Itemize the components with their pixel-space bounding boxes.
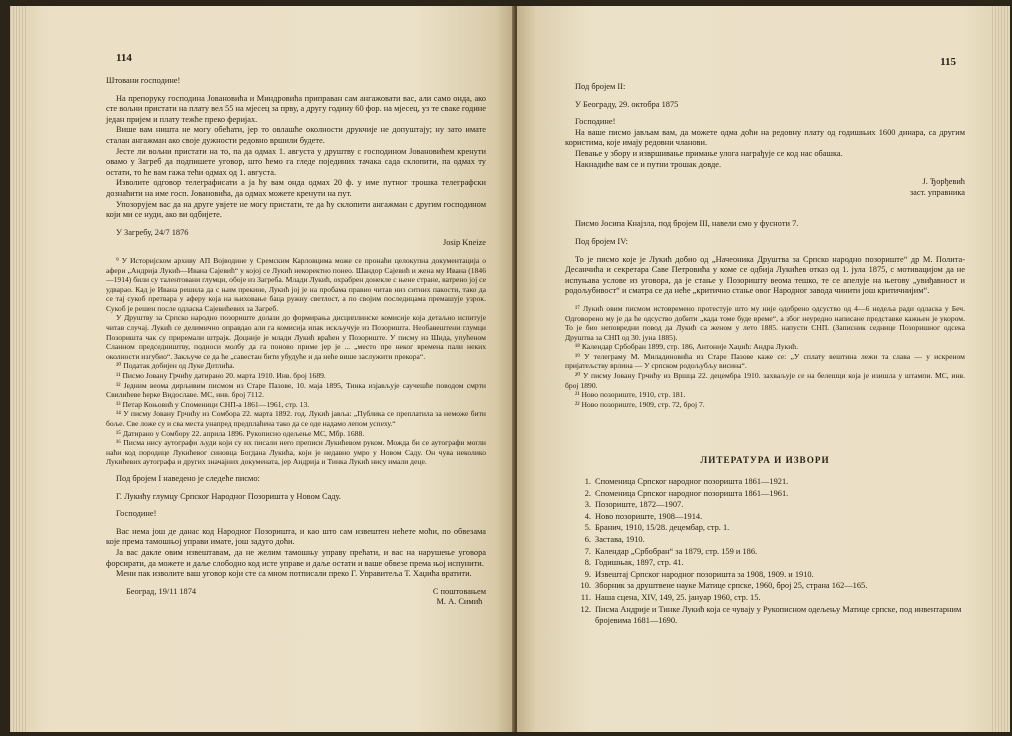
literature-list — [565, 476, 965, 627]
literature-item-text: Застава, 1910. — [595, 535, 645, 544]
literature-item — [565, 476, 965, 488]
footnote: ²¹ Ново позориште, 1910, стр. 181. — [575, 390, 686, 400]
salutation: Штовани господине! — [106, 76, 181, 85]
literature-item — [565, 534, 965, 546]
right-page — [517, 6, 1010, 732]
literature-item-text: Извештај Српског народног позоришта за 1908, 1909. и 1910. — [595, 569, 814, 579]
literature-item-number: 3. — [584, 500, 591, 510]
footnote: ¹⁹ У телеграму М. Миладиновића из Старе Пазове каже се: „У сплату вештина лежи та слава — у искреном пријатељству врлина — У српском родољубљу висина“. — [565, 351, 965, 371]
salutation: Господине! — [575, 117, 616, 127]
literature-item-text: Позориште, 1872—1907. — [595, 500, 684, 510]
literature-item — [565, 511, 965, 523]
literature-item-text: Бранич, 1910, 15/28. децембар, стр. 1. — [595, 523, 730, 533]
closing — [433, 587, 486, 608]
footnote: У Друштву за Српско народно позориште долази до формирања дисциплинске комисије која детаљно испитује читав случај. Лукић се делимично оправдао али га комисија ипак искључује из Позоришта. Необавештени глумци Позоришта чак су приремали штрајк. Доцније је млади Лукић враћен у Позориште. У писму из Шида, упућеном Сланном председништву, подноси молбу да га поново приме јер је ... „место пре неког времена пали неких околности изгубио“. Закључе се да ће „савестан бити убудуће и да неће више заслужити прекора“. — [106, 313, 486, 361]
section-heading: Под бројем IV: — [575, 236, 628, 246]
signature-title: заст. управника — [909, 187, 965, 197]
letter-paragraph: Ја вас дакле овим извештавам, да не желим тамошњу управу прећати, и вас на нарушење уговора форсирати, да можете и даље слободно код исте управе и даље остати и ваше обвезе према њој испунити. — [106, 547, 486, 568]
place-date: Београд, 19/11 1874 — [126, 586, 197, 596]
note: Писмо Јосипа Кнајзла, под бројем III, навели смо у фуснoти 7. — [575, 219, 799, 229]
letter-paragraph: Јесте ли вољни пристати на то, па да одмах 1. августа у друштву с господином Јовановићем кренути овамо у Загреб да подпишете уговор, што ћемо га гледе појединих тачака сада склопити, па одмах ту остати, то ће вам гажа тећи одмах од 1. августа. — [106, 146, 486, 177]
right-page-text — [565, 82, 965, 627]
footnote: ¹⁴ У писму Јовану Грчићу из Сомбора 22. марта 1892. год. Лукић јавља: „Публика се преплатила за неможе бити боље. Све ложе су и сва места унапред предплаћена тако да се оде надамо лепом успеху.“ — [106, 409, 486, 428]
second-letter-footer — [106, 587, 486, 608]
open-book — [10, 6, 1010, 732]
footnote: ¹⁵ Датирано у Сомбору 22. априла 1896. Рукописно одељење МС, Мбр. 1688. — [116, 428, 365, 438]
literature-item — [565, 580, 965, 592]
left-page-text — [106, 76, 486, 608]
footnote: ²² Ново позориште, 1909, стр. 72, број 7. — [575, 399, 705, 409]
page-edges — [10, 6, 28, 732]
letter-paragraph: Упозорујем вас да на друге увјете не могу пристати, те да ћу склопити ангажман с другим господином који ми се нуди, ако ви одбијете. — [106, 199, 486, 220]
place-date: У Београду, 29. октобра 1875 — [575, 99, 679, 109]
literature-item — [565, 557, 965, 569]
literature-item-number: 12. — [580, 604, 591, 614]
literature-item-text: Зборник за друштвене науке Матице српске, 1960, број 25, страна 162—165. — [595, 581, 868, 591]
footnote: ¹² Једним веома дирљивим писмом из Старе Пазове, 10. маја 1895, Тинка изјављује саучешће поводом смрти Свилићеве ћерке Видославе. МС, инв. број 7112. — [106, 380, 486, 400]
footnote: ¹⁷ Лукић овим писмом истовремено протестује што му није одобрено одсуство од 4—6 недеља ради одласка у Беч. Одговорено му је да ће одсуство добити „када томе буде време“, а због неуредно написане представке кажњен је укором. То је био неповредни повод да Лукић са женом у лето 1885. напусти СНП. (Записник седнице Позоришног одсека Друштва за СНП од 30. јуна 1885). — [565, 303, 965, 342]
page-number: 114 — [116, 52, 132, 64]
footnote: ¹⁰ Податак добијен од Луке Дотлића. — [116, 361, 235, 371]
letter-paragraph: На препоруку господина Јовановића и Миндровића приправан сам ангажовати вас, али само онда, ако сте вољни пристати на плату вел 55 на мјесец за прву, а другу годину 60 фор. на мјесец, уз те сваке године један пријем и плату тежће преко феријах. — [106, 93, 486, 124]
literature-item-number: 11. — [580, 592, 591, 602]
footnote: ¹⁶ Писма нису аутографи људи који су их писали него преписи Лукићевом руком. Можда би се аутографи могли наћи код породице Лукићевог синовца Богдана Лукића, који је недавно умро у Новом Саду. Он чува неколико Лукићевих аутографа и других значајних докумената, јер Андрија и Тинка Лукић нису имали деце. — [106, 438, 486, 467]
literature-item — [565, 522, 965, 534]
literature-item — [565, 592, 965, 604]
place-date: У Загребу, 24/7 1876 — [116, 227, 189, 237]
literature-item-text: Писма Андрије и Тинке Лукић која се чувају у Рукописном одељењу Матице српске, под инвентарним бројевима 1681—1690. — [595, 604, 962, 626]
page-number: 115 — [940, 56, 956, 68]
second-salutation: Господине! — [116, 509, 157, 519]
letter-paragraph: Мени пак изволите ваш уговор који сте са мном потписали преко Г. Управитеља Т. Хаџића вратити. — [116, 569, 472, 579]
literature-title: ЛИТЕРАТУРА И ИЗВОРИ — [700, 455, 830, 466]
footnote: ¹⁸ Календар Србобран 1899, стр. 186, Антоније Хаџић: Андра Лукић. — [575, 342, 798, 352]
literature-item — [565, 569, 965, 581]
second-letter-intro: Под бројем I наведено је следеће писмо: — [116, 473, 260, 483]
footnote: ¹³ Петар Коњовић у Споменици СНП-а 1861—1961, стр. 13. — [116, 399, 310, 409]
literature-item-number: 10. — [580, 581, 591, 591]
left-page — [10, 6, 515, 732]
literature-item-text: Споменица Српског народног позоришта 1861—1921. — [595, 477, 789, 487]
literature-item-text: Годишњак, 1897, стр. 41. — [595, 558, 684, 568]
literature-item — [565, 604, 965, 627]
letter-paragraph: Више вам ништа не могу обећати, јер то овлашће околности друкчије не допуштају; ну зато имате сталан ангажман ако своје дужности редовно вршили будете. — [106, 125, 486, 145]
letter-paragraph: Певање у збору и извршивање примање улога награђује се код нас обашка. — [575, 148, 843, 158]
literature-item-number: 6. — [584, 535, 591, 544]
body-paragraph: То је писмо које је Лукић добио од „Начеоника Друштва за Српско народно позориште“ др М. Полита-Десанчића и секретара Саве Петровића у коме се одбија Лукићев отказ од 1. јула 1875, с мотивацијом да не испуњава услове из уговора, да је стање у Позоришту веома тешко, те се апелује на његову „увиђавност и родољубивост“ и сматра се да неће „критично стање овог Народног завода чинити још критичнијим“. — [565, 254, 965, 296]
page-edges — [992, 6, 1010, 732]
literature-item-number: 2. — [584, 488, 591, 498]
literature-item-text: Ново позориште, 1908—1914. — [595, 511, 703, 521]
literature-item-text: Календар „Србобран“ за 1879, стр. 159 и 186. — [595, 546, 758, 556]
footnote: ⁹ У Историјском архиву АП Војводине у Сремским Карловцима може се пронаћи целокупна документација о афери „Андрија Лукић—Ивана Сајевић“ у којој се Лукић некоректно понео. Шандор Сајевић и жена му Ивана (1846—1914) били су талентовани глумци, обоје из Загреба. Млади Лукић, охрабрен донекле с њене стране, ватрено јој се удварао. Кад је Ивана решила да с њим прекине, Лукић јој је на пробама правио читав низ ситних пакости, тако да се тај сукоб претвара у аферу која на њиховање баца ружну светлост, а по својим последицама премашује узрок. Сукоб је решен после одласка Сајевићевих за Загреб. — [106, 255, 486, 313]
literature-item — [565, 499, 965, 511]
signature: J. Ђорђевић — [922, 177, 965, 187]
closing-line: С поштовањем — [432, 586, 486, 596]
letter-paragraph: Накнадиће вам се и путни трошак довде. — [575, 159, 722, 169]
second-letter-address: Г. Лукићу глумцу Српског Народног Позоришта у Новом Саду. — [116, 491, 341, 501]
literature-item-number: 5. — [584, 523, 591, 533]
signature: М. А. Симић — [436, 597, 483, 607]
footnote: ¹¹ Писмо Јовану Грчићу датирано 20. марта 1910. Инв. број 1689. — [116, 371, 326, 381]
literature-item-text: Споменица Српског народног позоришта 1861—1961. — [595, 488, 789, 498]
literature-item — [565, 488, 965, 500]
letter-paragraph: Изволите одговор телеграфисати а ја ћу вам онда одмах 20 ф. у име путног трошка телеграфски дознаћити на име госп. Јовановића, да одмах можете кренути на пут. — [106, 178, 486, 198]
literature-item — [565, 546, 965, 558]
literature-item-number: 8. — [584, 558, 591, 568]
letter-paragraph: На ваше писмо јављам вам, да можете одма доћи на редовну плату од годишњих 1600 динара, са другим користима, које имају редовни чланови. — [565, 127, 965, 148]
literature-item-number: 4. — [584, 511, 591, 521]
signature: Josip Kneize — [442, 238, 486, 248]
letter-paragraph: Вас нема још де данас код Народног Позоришта, и као што сам извештен нећете моћи, по обвезама које према тамошњој управи имате, још задуго доћи. — [106, 526, 486, 547]
literature-item-number: 9. — [584, 569, 591, 579]
literature-item-number: 1. — [584, 477, 591, 487]
literature-item-number: 7. — [584, 546, 591, 556]
section-heading: Под бројем II: — [575, 82, 626, 91]
literature-item-text: Наша сцена, XIV, 149, 25. јануар 1960, стр. 15. — [595, 592, 761, 602]
footnote: ²⁰ У писму Јовану Грчићу из Вршца 22. децембра 1910. захваљује се на белешци која је изишла у штампи. МС, инв. број 1890. — [565, 371, 965, 390]
